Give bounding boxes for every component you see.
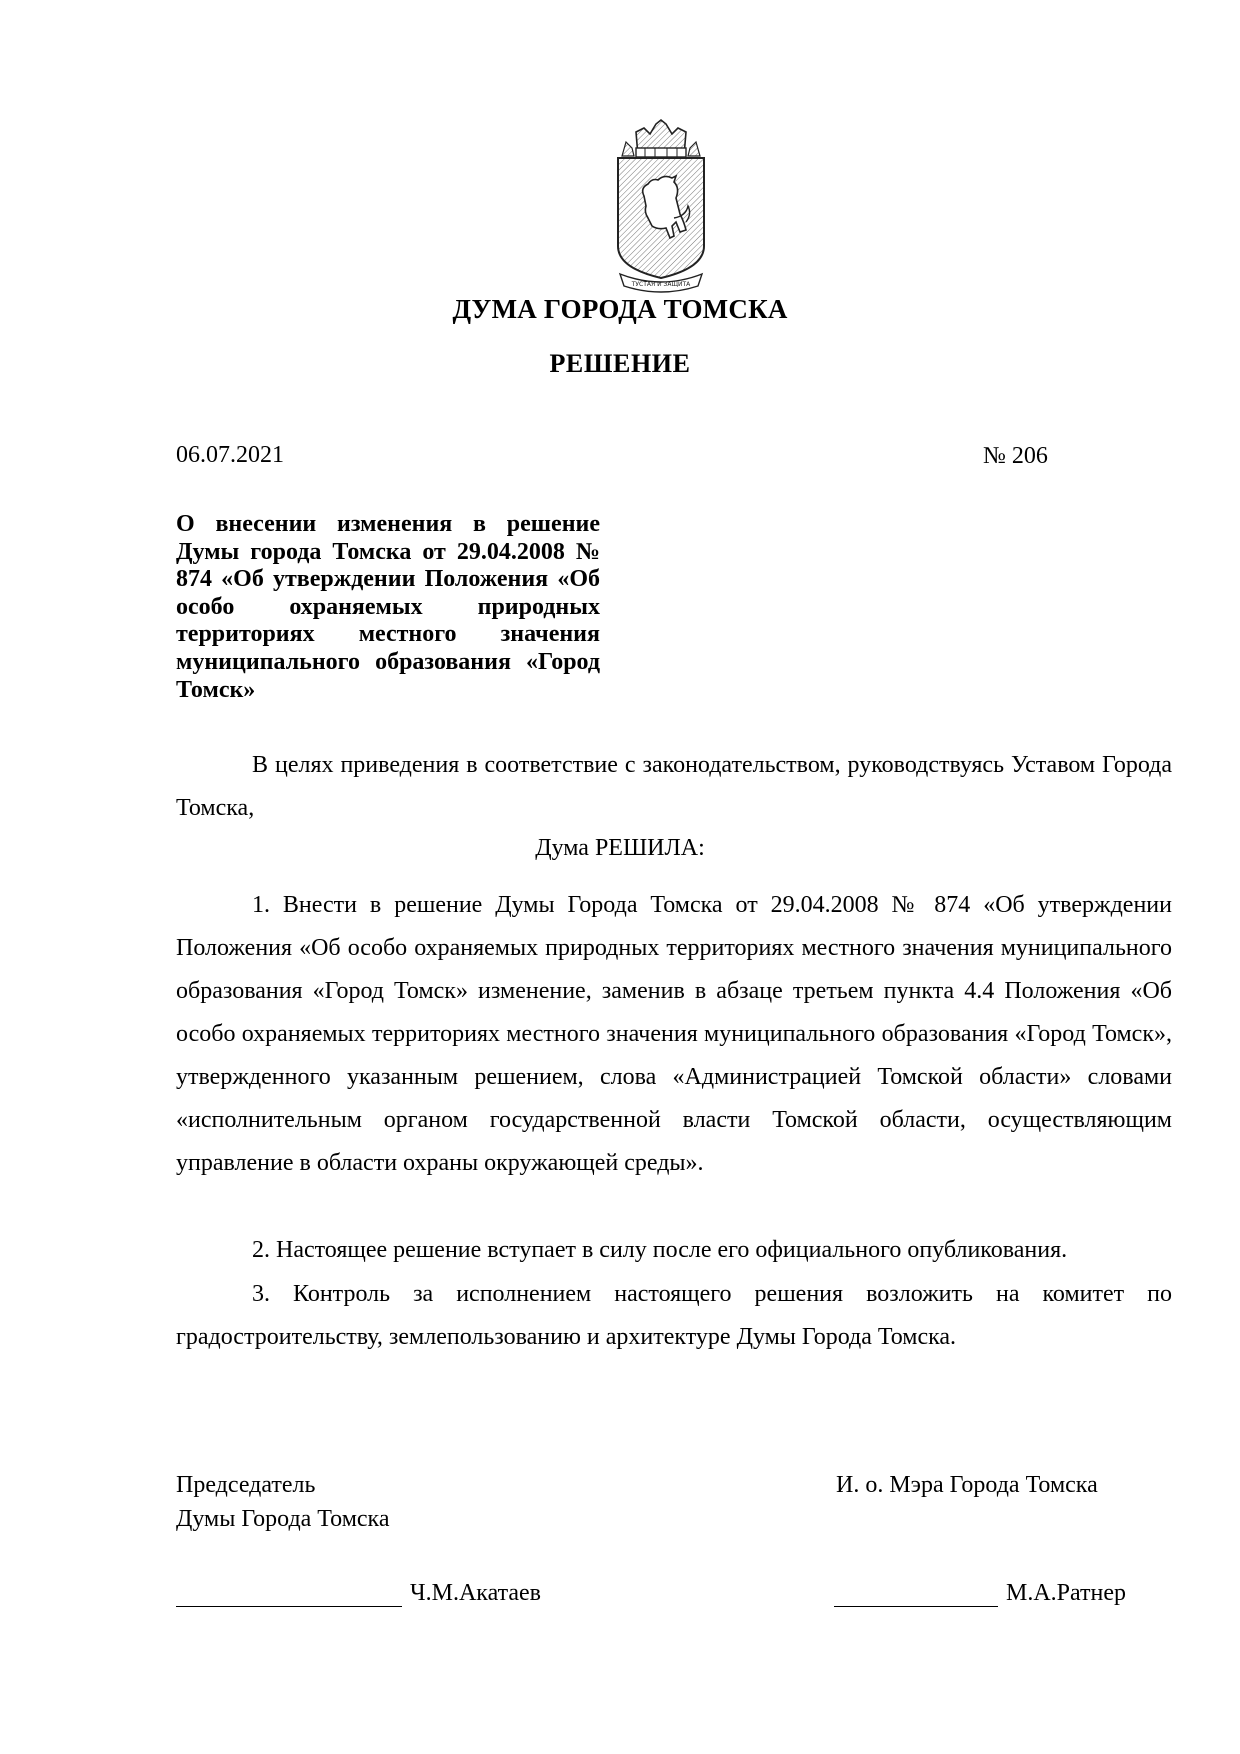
left-title-line-2: Думы Города Томска xyxy=(176,1506,390,1532)
item-2-paragraph: 2. Настоящее решение вступает в силу после его официального опубликования. xyxy=(252,1237,1068,1263)
document-type-title: РЕШЕНИЕ xyxy=(549,349,691,378)
document-date: 06.07.2021 xyxy=(176,442,284,468)
document-subject: О внесении изменения в решение Думы города Томска от 29.04.2008 № 874 «Об утверждении Положения «Об особо охраняемых природных территориях местного значения муниципального образования «Город Томск» xyxy=(176,511,600,703)
item-1-paragraph: 1. Внести в решение Думы Города Томска от 29.04.2008 № 874 «Об утверждении Положения «Об особо охраняемых природных территориях местного значения муниципального образования «Город Томск» изменение, заменив в абзаце третьем пункта 4.4 Положения «Об особо охраняемых территориях местного значения муниципального образования «Город Томск», утвержденного указанным решением, слова «Администрацией Томской области» словами «исполнительным органом государственной власти Томской области, осуществляющим управление в области охраны окружающей среды». xyxy=(176,892,1172,1176)
signature-left-title xyxy=(176,1468,390,1536)
signature-right-title xyxy=(836,1468,1098,1502)
organization-title: ДУМА ГОРОДА ТОМСКА xyxy=(452,294,788,324)
left-title-line-1: Председатель xyxy=(176,1472,316,1498)
svg-text:ТУСТАЯ И ЗАЩИТА: ТУСТАЯ И ЗАЩИТА xyxy=(631,281,691,288)
intro-paragraph: В целях приведения в соответствие с законодательством, руководствуясь Уставом Города Томска, xyxy=(176,752,1172,821)
right-signatory-name: М.А.Ратнер xyxy=(1006,1580,1127,1606)
document-number: № 206 xyxy=(983,443,1048,469)
right-title-line-1: И. о. Мэра Города Томска xyxy=(836,1472,1098,1498)
tomsk-coat-of-arms-icon xyxy=(614,118,708,294)
item-3-paragraph: 3. Контроль за исполнением настоящего решения возложить на комитет по градостроительству, землепользованию и архитектуре Думы Города Томска. xyxy=(176,1281,1172,1350)
signature-blank-line xyxy=(176,1580,402,1607)
resolution-line: Дума РЕШИЛА: xyxy=(535,835,705,861)
left-signatory-name: Ч.М.Акатаев xyxy=(410,1580,542,1606)
signature-right xyxy=(834,1580,1126,1607)
signature-left xyxy=(176,1580,541,1607)
signature-blank-line xyxy=(834,1580,998,1607)
